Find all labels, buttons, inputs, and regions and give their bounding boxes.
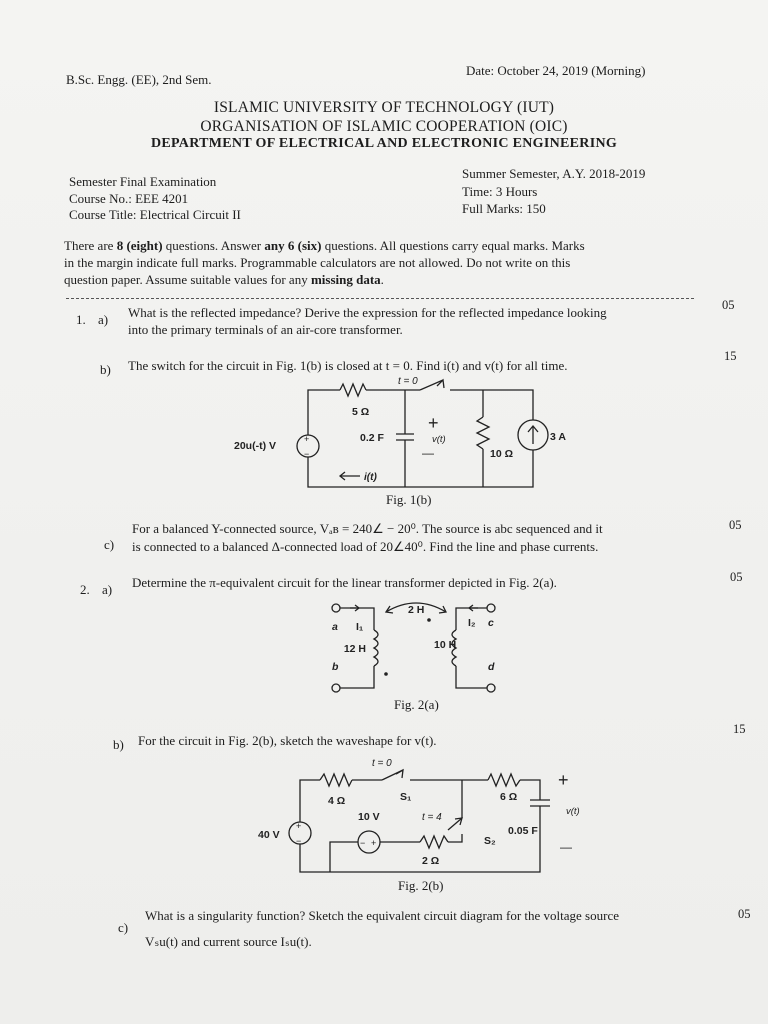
resistor-4	[320, 774, 352, 786]
r6-label: 6 Ω	[500, 791, 518, 803]
q2c-text-2: Vₛu(t) and current source Iₛu(t).	[145, 934, 312, 949]
label-i2: I₂	[468, 617, 476, 629]
q1c-label: c)	[104, 537, 115, 552]
label-a: a	[332, 621, 338, 633]
wire-top-right	[450, 390, 533, 420]
isrc-label: 3 A	[550, 431, 566, 443]
exam-name: Semester Final Examination	[69, 174, 217, 189]
label-12h: 12 H	[343, 643, 366, 655]
q2b-label: b)	[113, 737, 124, 752]
r4-label: 4 Ω	[328, 795, 346, 807]
i-label: i(t)	[364, 472, 377, 483]
v10-label: 10 V	[358, 811, 380, 823]
wire-s2-bottom	[448, 834, 462, 842]
vsrc-plus: +	[304, 434, 310, 444]
label-d: d	[488, 661, 495, 673]
sw2-label: t = 4	[422, 812, 442, 823]
label-i1: I₁	[356, 621, 364, 633]
course-title: Course Title: Electrical Circuit II	[69, 207, 241, 222]
switch-label: t = 0	[398, 376, 418, 387]
q1c-text-1: For a balanced Y-connected source, Vₐʙ = 240∠ − 20⁰. The source is abc sequenced and it	[132, 521, 603, 536]
s2-label: S₂	[484, 835, 496, 847]
q2a-label: a)	[102, 582, 113, 597]
wire-10v-left	[330, 842, 358, 872]
terminal-a	[332, 604, 340, 612]
q1b-marks: 15	[724, 349, 737, 363]
full-marks: Full Marks: 150	[462, 201, 546, 216]
v10-minus: −	[360, 838, 366, 848]
resistor-10	[477, 417, 489, 449]
v-minus: —	[560, 840, 572, 854]
r2-label: 10 Ω	[490, 448, 514, 460]
vsrc-label: 20u(-t) V	[234, 440, 276, 452]
vsrc-minus: −	[304, 449, 310, 459]
q1a-label: a)	[98, 312, 109, 327]
q2c-marks: 05	[738, 907, 751, 921]
mutual-label: 2 H	[408, 604, 425, 616]
dot-primary	[384, 672, 388, 676]
q1-number: 1.	[76, 312, 86, 327]
r2-label: 2 Ω	[422, 855, 440, 867]
q2-number: 2.	[80, 582, 90, 597]
v-plus: +	[428, 413, 439, 433]
switch-1b	[420, 380, 443, 390]
terminal-b	[332, 684, 340, 692]
instructions-line-1: There are 8 (eight) questions. Answer any 6 (six) questions. All questions carry equal marks. Marks	[64, 238, 585, 253]
q1a-text-1: What is the reflected impedance? Derive the expression for the reflected impedance looking	[128, 305, 607, 320]
q1b-label: b)	[100, 362, 111, 377]
resistor-6	[488, 774, 520, 786]
label-b: b	[332, 661, 339, 673]
exam-time: Time: 3 Hours	[462, 184, 538, 199]
r1-label: 5 Ω	[352, 406, 370, 418]
label-10h: 10 H	[434, 639, 457, 651]
q1c-marks: 05	[729, 518, 742, 532]
inductor-12h	[374, 630, 378, 666]
v40-label: 40 V	[258, 829, 280, 841]
resistor-5	[340, 384, 366, 396]
v-label: v(t)	[566, 806, 580, 817]
fig2b-caption: Fig. 2(b)	[398, 878, 444, 893]
wire-left-top	[300, 780, 320, 822]
dot-secondary	[427, 618, 431, 622]
v40-minus: −	[296, 836, 302, 846]
q1a-text-2: into the primary terminals of an air-core transformer.	[128, 322, 403, 337]
q2a-marks: 05	[730, 570, 743, 584]
department-name: DEPARTMENT OF ELECTRICAL AND ELECTRONIC ENGINEERING	[150, 136, 618, 151]
fig1b-caption: Fig. 1(b)	[386, 492, 432, 507]
v-minus: —	[422, 446, 434, 460]
v40-plus: +	[296, 821, 302, 831]
terminal-c	[487, 604, 495, 612]
q2c-label: c)	[118, 920, 129, 935]
q1c-text-2: is connected to a balanced Δ-connected load of 20∠40⁰. Find the line and phase currents.	[132, 539, 599, 554]
wire-bottom	[300, 806, 540, 872]
v-plus: +	[558, 770, 569, 790]
exam-date: Date: October 24, 2019 (Morning)	[466, 63, 646, 78]
resistor-2	[420, 836, 448, 848]
figure-2a	[326, 596, 506, 698]
instructions-line-2: in the margin indicate full marks. Programmable calculators are not allowed. Do not write on this	[64, 255, 571, 270]
wire-b	[340, 666, 374, 688]
terminal-d	[487, 684, 495, 692]
q1a-marks: 05	[722, 298, 735, 312]
figure-2b	[250, 752, 590, 880]
wire-top-right	[520, 780, 540, 800]
q1b-text: The switch for the circuit in Fig. 1(b) is closed at t = 0. Find i(t) and v(t) for all time.	[128, 358, 568, 373]
q2c-text-1: What is a singularity function? Sketch the equivalent circuit diagram for the voltage source	[145, 908, 619, 923]
v-label: v(t)	[432, 434, 446, 445]
q2b-marks: 15	[733, 722, 746, 736]
wire-left-top	[308, 390, 340, 435]
cap-label: 0.2 F	[360, 432, 384, 444]
instructions-line-3: question paper. Assume suitable values for any missing data.	[64, 272, 384, 287]
organisation-name: ORGANISATION OF ISLAMIC COOPERATION (OIC)	[200, 118, 568, 135]
wire-d	[456, 666, 487, 688]
university-name: ISLAMIC UNIVERSITY OF TECHNOLOGY (IUT)	[213, 99, 555, 116]
course-no: Course No.: EEE 4201	[69, 191, 189, 206]
v10-plus: +	[371, 838, 377, 848]
q2b-text: For the circuit in Fig. 2(b), sketch the waveshape for v(t).	[138, 733, 437, 748]
program-label: B.Sc. Engg. (EE), 2nd Sem.	[66, 72, 212, 87]
q2a-text: Determine the π-equivalent circuit for the linear transformer depicted in Fig. 2(a).	[132, 575, 557, 590]
figure-1b	[228, 372, 568, 512]
semester-info: Summer Semester, A.Y. 2018-2019	[462, 166, 646, 181]
cap-label: 0.05 F	[508, 825, 538, 837]
label-c: c	[488, 617, 494, 629]
divider	[66, 298, 694, 299]
sw1-label: t = 0	[372, 758, 392, 769]
fig2a-caption: Fig. 2(a)	[394, 697, 439, 712]
s1-label: S₁	[400, 791, 412, 803]
